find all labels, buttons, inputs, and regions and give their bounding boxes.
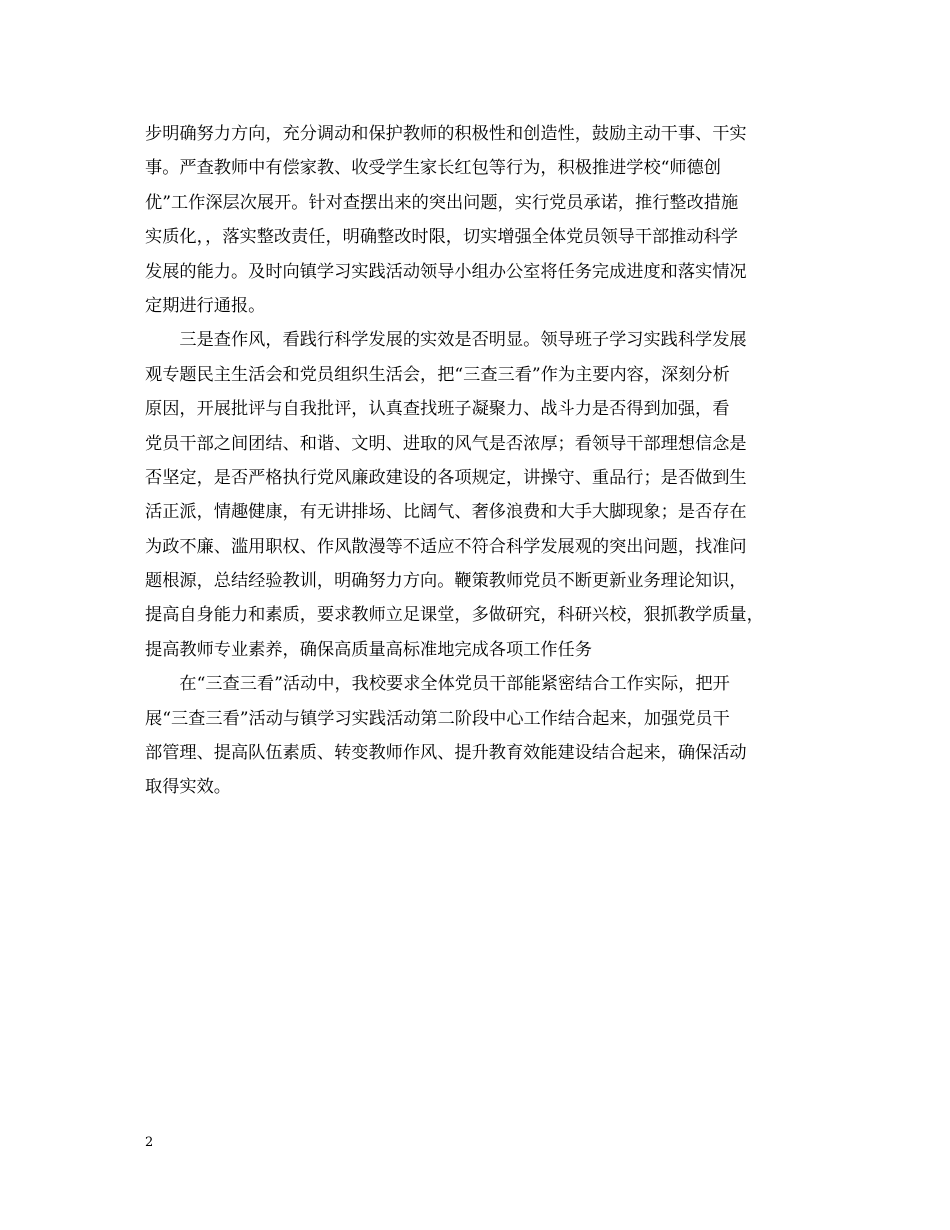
text-line: 在“三查三看”活动中，我校要求全体党员干部能紧密结合工作实际，把开: [145, 674, 730, 695]
text-line: 部管理、提高队伍素质、转变教师作风、提升教育效能建设结合起来，确保活动: [145, 743, 747, 764]
text-line: 为政不廉、滥用职权、作风散漫等不适应不符合科学发展观的突出问题，找准问: [145, 536, 747, 557]
text-line: 观专题民主生活会和党员组织生活会，把“三查三看”作为主要内容，深刻分析: [145, 364, 730, 385]
text-line: 步明确努力方向，充分调动和保护教师的积极性和创造性，鼓励主动干事、干实: [145, 124, 747, 144]
text-line: 发展的能力。及时向镇学习实践活动领导小组办公室将任务完成进度和落实情况: [145, 261, 747, 282]
text-line: 活正派，情趣健康，有无讲排场、比阔气、奢侈浪费和大手大脚现象；是否存在: [145, 502, 747, 523]
text-line: 事。严查教师中有偿家教、收受学生家长红包等行为，积极推进学校“师德创: [145, 158, 721, 179]
text-line: 三是查作风，看践行科学发展的实效是否明显。领导班子学习实践科学发展: [145, 330, 747, 351]
text-line: 提高教师专业素养，确保高质量高标准地完成各项工作任务: [145, 639, 592, 660]
text-line: 定期进行通报。: [145, 295, 266, 316]
text-line: 优”工作深层次展开。针对查摆出来的突出问题，实行党员承诺，推行整改措施: [145, 192, 739, 213]
page-number: 2: [145, 1135, 154, 1150]
text-line: 题根源，总结经验教训，明确努力方向。鞭策教师党员不断更新业务理论知识，: [145, 571, 747, 592]
body-text: [145, 117, 810, 805]
text-line: 否坚定，是否严格执行党风廉政建设的各项规定，讲操守、重品行；是否做到生: [145, 467, 747, 488]
text-line: 取得实效。: [145, 777, 231, 798]
text-line: 展“三查三看”活动与镇学习实践活动第二阶段中心工作结合起来，加强党员干: [145, 708, 730, 729]
text-line: 原因，开展批评与自我批评，认真查找班子凝聚力、战斗力是否得到加强，看: [145, 399, 730, 420]
text-line: 实质化，，落实整改责任，明确整改时限，切实增强全体党员领导干部推动科学: [145, 227, 738, 248]
text-line: 提高自身能力和素质，要求教师立足课堂，多做研究，科研兴校，狠抓教学质量，: [145, 605, 764, 626]
text-line: 党员干部之间团结、和谐、文明、进取的风气是否浓厚；看领导干部理想信念是: [145, 433, 747, 454]
